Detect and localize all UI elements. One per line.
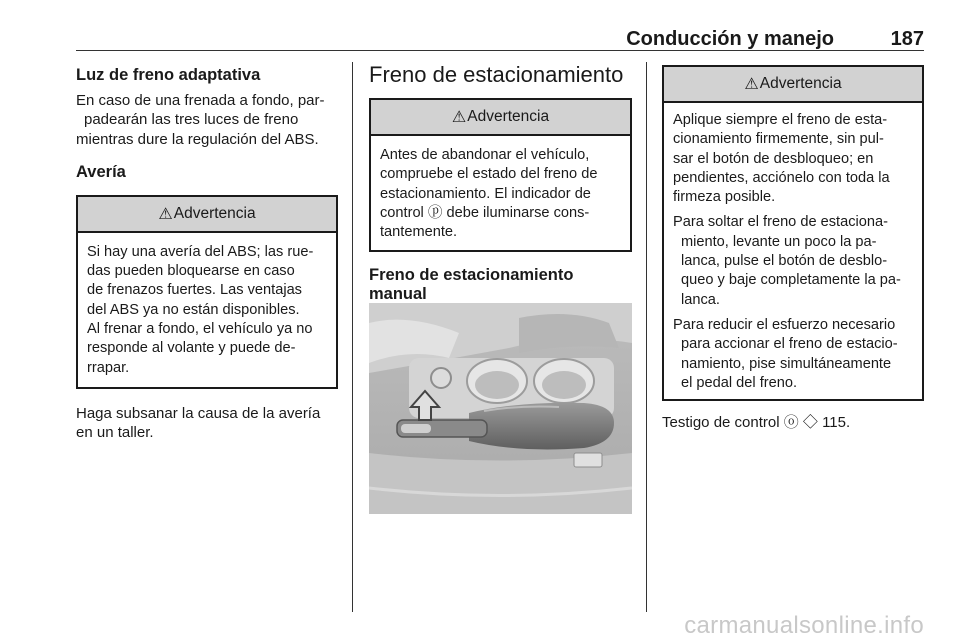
warning-header bbox=[371, 100, 630, 136]
heading-adaptive-brake-light: Luz de freno adaptativa bbox=[76, 66, 261, 84]
text-line: das pueden bloquearse en caso bbox=[87, 263, 295, 280]
warning-paragraph bbox=[673, 316, 914, 393]
text-line: para accionar el freno de estacio- bbox=[681, 336, 898, 353]
column-3 bbox=[662, 62, 924, 432]
warning-header bbox=[664, 67, 922, 103]
warning-triangle-icon: ⚠ bbox=[158, 205, 173, 223]
text-line: Al frenar a fondo, el vehículo ya no bbox=[87, 321, 313, 338]
page-number: 187 bbox=[890, 28, 924, 50]
text-line: namiento, pise simultáneamente bbox=[681, 355, 892, 372]
text-line: Si hay una avería del ABS; las rue- bbox=[87, 243, 314, 260]
text-line: Para reducir el esfuerzo necesario bbox=[673, 316, 896, 333]
text-line: de frenazos fuertes. Las ventajas bbox=[87, 282, 302, 299]
text-line: responde al volante y puede de- bbox=[87, 340, 296, 357]
warning-title: Advertencia bbox=[173, 204, 256, 222]
heading-parking-brake: Freno de estacionamiento bbox=[369, 62, 624, 87]
text-line: estacionamiento. El indicador de bbox=[380, 185, 591, 202]
text-line: padearán las tres luces de freno bbox=[84, 111, 299, 129]
text-line: en un taller. bbox=[76, 424, 154, 442]
text-line: rrapar. bbox=[87, 359, 130, 376]
warning-box-parking-usage bbox=[662, 65, 924, 401]
text-line: compruebe el estado del freno de bbox=[380, 166, 598, 183]
watermark: carmanualsonline.info bbox=[684, 612, 924, 639]
warning-triangle-icon: ⚠ bbox=[744, 76, 759, 93]
text-line: cionamiento firmemente, sin pul- bbox=[673, 131, 884, 148]
text-line: mientras dure la regulación del ABS. bbox=[76, 130, 319, 148]
page-header bbox=[76, 26, 924, 52]
warning-body bbox=[664, 103, 922, 399]
text-line: miento, levante un poco la pa- bbox=[681, 233, 877, 250]
text-line: del ABS ya no están disponibles. bbox=[87, 301, 300, 318]
heading-failure: Avería bbox=[76, 162, 126, 181]
text-line: En caso de una frenada a fondo, par- bbox=[76, 92, 325, 109]
text-line: Haga subsanar la causa de la avería bbox=[76, 404, 321, 422]
adaptive-brake-light-text bbox=[76, 91, 338, 149]
warning-header bbox=[78, 197, 336, 233]
parking-brake-lever-photo bbox=[369, 303, 632, 514]
warning-title: Advertencia bbox=[759, 75, 842, 92]
text-line: Antes de abandonar el vehículo, bbox=[380, 147, 590, 163]
text-line: firmeza posible. bbox=[673, 189, 776, 206]
text-line: Para soltar el freno de estaciona- bbox=[673, 214, 888, 231]
text-line: lanca, pulse el botón de desblo- bbox=[681, 253, 888, 270]
column-2 bbox=[369, 62, 632, 304]
section-title: Conducción y manejo bbox=[626, 28, 834, 50]
warning-box-abs bbox=[76, 195, 338, 389]
heading-manual-parking-brake bbox=[369, 266, 632, 304]
text-line: tantemente. bbox=[380, 224, 458, 241]
text-line: pendientes, acciónelo con toda la bbox=[673, 169, 890, 186]
header-rule bbox=[76, 50, 924, 51]
text-line: control ⓟ debe iluminarse cons- bbox=[380, 204, 590, 221]
text-line: queo y baje completamente la pa- bbox=[681, 272, 901, 289]
warning-title: Advertencia bbox=[467, 108, 550, 125]
warning-body bbox=[371, 136, 630, 250]
text-line: el pedal del freno. bbox=[681, 374, 798, 391]
control-indicator-reference: Testigo de control ⓞ ◇ 115. bbox=[662, 414, 851, 432]
column-divider-1 bbox=[352, 62, 353, 612]
column-divider-2 bbox=[646, 62, 647, 612]
warning-triangle-icon: ⚠ bbox=[451, 109, 467, 126]
heading-line: Freno de estacionamiento bbox=[369, 266, 574, 285]
text-line: lanca. bbox=[681, 291, 720, 308]
column-1 bbox=[76, 62, 338, 443]
warning-body bbox=[78, 233, 336, 387]
warning-paragraph bbox=[673, 111, 914, 207]
warning-box-parking bbox=[369, 98, 632, 252]
text-line: sar el botón de desbloqueo; en bbox=[673, 150, 874, 167]
failure-text bbox=[76, 404, 338, 443]
warning-paragraph bbox=[673, 213, 914, 309]
heading-line: manual bbox=[369, 285, 427, 304]
text-line: Aplique siempre el freno de esta- bbox=[673, 112, 888, 128]
